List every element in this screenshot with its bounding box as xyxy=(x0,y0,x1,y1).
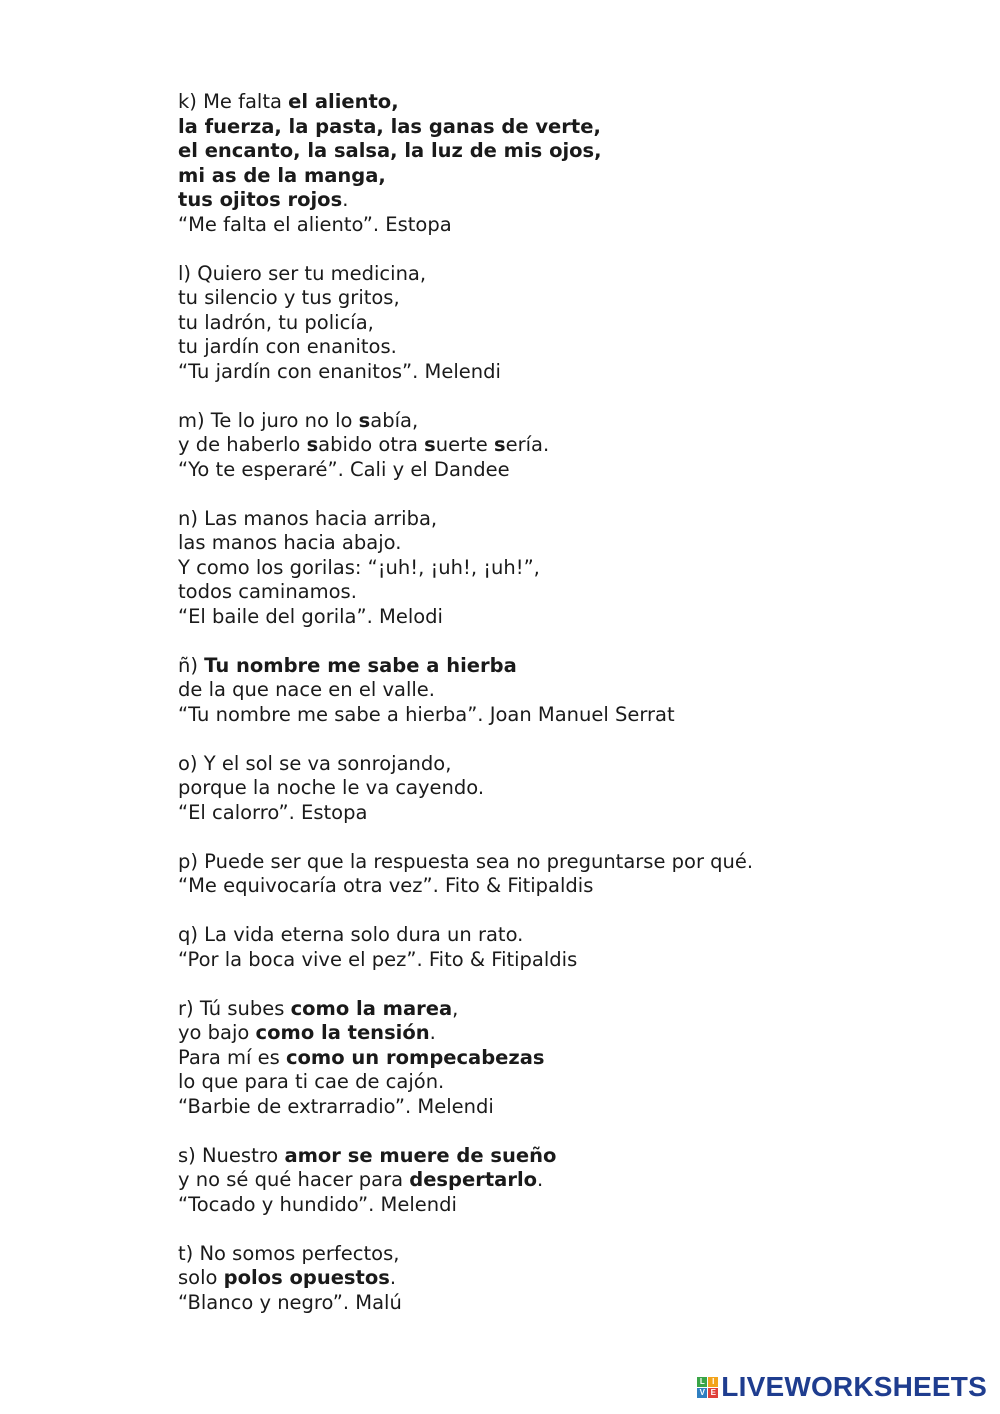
text-segment: “El baile del gorila”. Melodi xyxy=(178,604,443,628)
text-segment: “Me equivocaría otra vez”. Fito & Fitipaldis xyxy=(178,874,594,897)
text-segment: tu silencio y tus gritos, xyxy=(178,286,400,309)
text-segment: “Yo te esperaré”. Cali y el Dandee xyxy=(178,457,510,481)
text-line xyxy=(178,801,958,826)
stanza xyxy=(178,654,958,728)
text-line xyxy=(178,90,958,115)
text-segment: t) No somos perfectos, xyxy=(178,1241,400,1265)
bold-segment: la fuerza, la pasta, las ganas de verte, xyxy=(178,114,601,138)
text-line xyxy=(178,580,958,605)
text-segment: “El calorro”. Estopa xyxy=(178,800,368,824)
bold-segment: mi as de la manga, xyxy=(178,163,386,187)
bold-segment: como la tensión xyxy=(255,1021,430,1044)
text-segment: Para mí es xyxy=(178,1045,286,1069)
bold-segment: s xyxy=(424,433,436,456)
text-segment: s) Nuestro xyxy=(178,1143,285,1167)
text-segment: . xyxy=(429,1021,436,1044)
bold-segment: tus ojitos rojos xyxy=(178,188,343,211)
text-line xyxy=(178,678,958,703)
text-line xyxy=(178,507,958,532)
text-line xyxy=(178,1046,958,1071)
stanza xyxy=(178,923,958,972)
text-line xyxy=(178,948,958,973)
text-line xyxy=(178,213,958,238)
liveworksheets-wordmark: LIVEWORKSHEETS xyxy=(721,1371,987,1402)
bold-segment: despertarlo xyxy=(409,1168,538,1191)
text-line xyxy=(178,1242,958,1267)
text-line xyxy=(178,409,958,434)
stanza xyxy=(178,507,958,630)
text-line xyxy=(178,286,958,311)
text-segment: abía, xyxy=(370,408,419,432)
text-segment: “Blanco y negro”. Malú xyxy=(178,1290,402,1314)
text-segment: yo bajo xyxy=(178,1021,256,1044)
text-segment: tu jardín con enanitos. xyxy=(178,335,397,358)
text-segment: porque la noche le va cayendo. xyxy=(178,776,485,799)
bold-segment: como la marea xyxy=(290,996,453,1020)
text-line xyxy=(178,188,958,213)
text-line xyxy=(178,1070,958,1095)
liveworksheets-mark-icon xyxy=(697,1377,718,1398)
text-segment: “Por la boca vive el pez”. Fito & Fitipaldis xyxy=(178,947,578,971)
stanza xyxy=(178,409,958,483)
text-segment: y no sé qué hacer para xyxy=(178,1168,410,1191)
logo-letter: E xyxy=(708,1388,718,1398)
text-segment: “Me falta el aliento”. Estopa xyxy=(178,212,452,236)
text-segment: m) Te lo juro no lo xyxy=(178,408,359,432)
text-line xyxy=(178,923,958,948)
worksheet-body xyxy=(178,90,958,1340)
text-segment: solo xyxy=(178,1266,224,1289)
text-line xyxy=(178,164,958,189)
text-line xyxy=(178,433,958,458)
text-line xyxy=(178,1266,958,1291)
text-line xyxy=(178,605,958,630)
text-segment: lo que para ti cae de cajón. xyxy=(178,1070,445,1093)
text-segment: abido otra xyxy=(318,433,425,456)
text-line xyxy=(178,1144,958,1169)
text-line xyxy=(178,139,958,164)
text-segment: Y como los gorilas: “¡uh!, ¡uh!, ¡uh!”, xyxy=(178,555,540,579)
text-segment: las manos hacia abajo. xyxy=(178,531,402,554)
text-line xyxy=(178,1021,958,1046)
text-line xyxy=(178,776,958,801)
logo-letter: L xyxy=(697,1377,707,1387)
text-segment: , xyxy=(452,996,459,1020)
text-segment: ería. xyxy=(505,433,550,456)
text-line xyxy=(178,850,958,875)
bold-segment: s xyxy=(358,408,371,432)
stanza xyxy=(178,850,958,899)
bold-segment: Tu nombre me sabe a hierba xyxy=(204,653,517,677)
text-segment: “Barbie de extrarradio”. Melendi xyxy=(178,1094,494,1118)
bold-segment: el aliento, xyxy=(288,90,399,113)
text-segment: de la que nace en el valle. xyxy=(178,678,435,701)
text-line xyxy=(178,458,958,483)
text-line xyxy=(178,262,958,287)
text-line xyxy=(178,752,958,777)
stanza xyxy=(178,752,958,826)
text-segment: ñ) xyxy=(178,653,205,677)
text-segment: uerte xyxy=(435,433,494,456)
stanza xyxy=(178,1242,958,1316)
text-line xyxy=(178,1291,958,1316)
text-segment: todos caminamos. xyxy=(178,580,357,603)
text-segment: . xyxy=(342,188,349,211)
text-line xyxy=(178,874,958,899)
text-segment: k) Me falta xyxy=(178,90,289,113)
bold-segment: s xyxy=(306,433,319,456)
bold-segment: el encanto, la salsa, la luz de mis ojos, xyxy=(178,139,602,162)
text-segment: “Tu jardín con enanitos”. Melendi xyxy=(178,359,501,383)
stanza xyxy=(178,90,958,237)
text-line xyxy=(178,1095,958,1120)
text-segment: tu ladrón, tu policía, xyxy=(178,310,374,334)
text-segment: . xyxy=(537,1168,544,1191)
text-line xyxy=(178,115,958,140)
bold-segment: amor se muere de sueño xyxy=(284,1143,557,1167)
bold-segment: como un rompecabezas xyxy=(285,1045,545,1069)
text-line xyxy=(178,703,958,728)
text-segment: . xyxy=(389,1266,397,1289)
text-segment: o) Y el sol se va sonrojando, xyxy=(178,751,452,775)
text-segment: “Tu nombre me sabe a hierba”. Joan Manuel Serrat xyxy=(178,702,675,726)
text-line xyxy=(178,311,958,336)
text-line xyxy=(178,997,958,1022)
text-segment: “Tocado y hundido”. Melendi xyxy=(178,1192,457,1216)
text-line xyxy=(178,1193,958,1218)
text-segment: q) La vida eterna solo dura un rato. xyxy=(178,923,524,946)
text-segment: r) Tú subes xyxy=(178,996,291,1020)
stanza xyxy=(178,262,958,385)
bold-segment: s xyxy=(494,433,506,456)
text-line xyxy=(178,360,958,385)
text-line xyxy=(178,654,958,679)
liveworksheets-logo[interactable] xyxy=(697,1372,987,1402)
text-segment: n) Las manos hacia arriba, xyxy=(178,506,438,530)
text-line xyxy=(178,1168,958,1193)
text-segment: p) Puede ser que la respuesta sea no preguntarse por qué. xyxy=(178,849,754,873)
text-line xyxy=(178,531,958,556)
text-segment: l) Quiero ser tu medicina, xyxy=(178,261,427,285)
logo-letter: V xyxy=(697,1388,707,1398)
bold-segment: polos opuestos xyxy=(223,1266,390,1289)
logo-letter: I xyxy=(708,1377,718,1387)
stanza xyxy=(178,1144,958,1218)
text-segment: y de haberlo xyxy=(178,433,307,456)
text-line xyxy=(178,556,958,581)
stanza xyxy=(178,997,958,1120)
text-line xyxy=(178,335,958,360)
